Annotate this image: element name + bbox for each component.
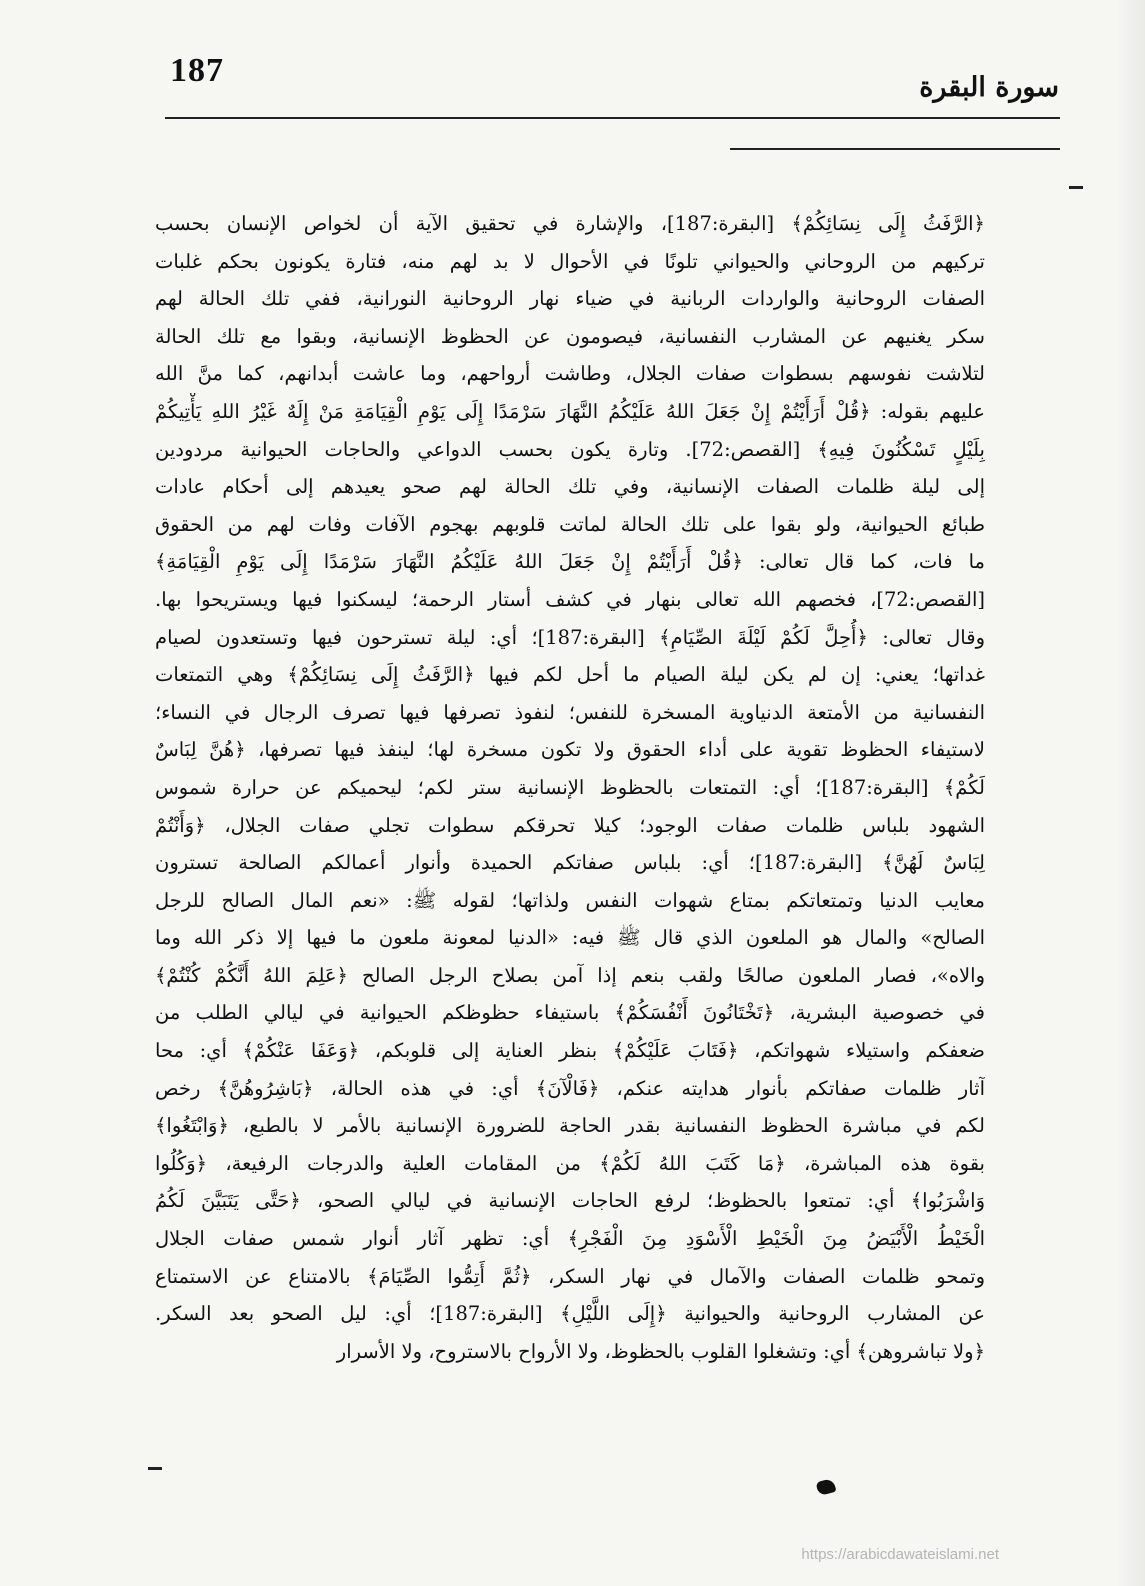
text-line: الصالح» والمال هو الملعون الذي قال ﷺ فيه: «الدنيا لمعونة ملعون ما فيها إلا ذكر الله وما: [155, 926, 985, 950]
text-line: النفسانية من الأمتعة الدنياوية المسخرة للنفس؛ لنفوذ تصرفها فيها تصرف الرجال في النساء؛: [155, 700, 985, 724]
text-line: لَكُمْ﴾ [البقرة:187]؛ أي: التمتعات بالحظوظ الإنسانية ستر لكم؛ ليحميكم عن حرارة شموس: [155, 775, 985, 799]
text-line: وَاشْرَبُوا﴾ أي: تمتعوا بالحظوظ؛ لرفع الحاجات الإنسانية في ليالي الصحو، ﴿حَتَّى يَتَبَيَّنَ لَكُمُ: [155, 1189, 985, 1213]
page-number: 187: [170, 52, 224, 89]
text-line: في خصوصية البشرية، ﴿تَخْتَانُونَ أَنْفُسَكُمْ﴾ باستيفاء حظوظكم الحيوانية في ليالي الطلب من: [155, 1001, 985, 1025]
scan-shadow: [1115, 0, 1145, 1586]
text-line: معايب الدنيا وتمتعاتكم بمتاع شهوات النفس ولذاتها؛ لقوله ﷺ: «نعم المال الصالح للرجل: [155, 888, 985, 912]
text-line: غداتها؛ يعني: إن لم يكن ليلة الصيام ما أحل لكم فيها ﴿الرَّفَثُ إِلَى نِسَائِكُمْ﴾ وهي التمتعات: [155, 663, 985, 687]
text-line: الشهود بلباس ظلمات صفات الوجود؛ كيلا تحرقكم سطوات تجلي صفات الجلال، ﴿وَأَنْتُمْ: [155, 813, 985, 837]
margin-mark: [1069, 186, 1083, 189]
text-line: عن المشارب الروحانية والحيوانية ﴿إِلَى اللَّيْلِ﴾ [البقرة:187]؛ أي: ليل الصحو بعد السكر.: [155, 1302, 985, 1326]
text-line: تركيهم من الروحاني والحيواني تلونًا في الأحوال لا بد لهم منه، فتارة يكونون بحكم غلبات: [155, 249, 985, 273]
watermark-url[interactable]: https://arabicdawateislami.net: [801, 1546, 999, 1563]
text-line: وقال تعالى: ﴿أُحِلَّ لَكُمْ لَيْلَةَ الصِّيَامِ﴾ [البقرة:187]؛ أي: ليلة تسترحون فيها وتستعدون لصيام: [155, 625, 985, 649]
header-short-rule: [730, 148, 1060, 150]
text-line: بِلَيْلٍ تَسْكُنُونَ فِيهِ﴾ [القصص:72]. وتارة يكون بحسب الدواعي والحاجات الحيوانية مردودين: [155, 437, 985, 461]
text-line: الْخَيْطُ الْأَبْيَضُ مِنَ الْخَيْطِ الْأَسْوَدِ مِنَ الْفَجْرِ﴾ أي: تظهر آثار أنوار شمس صفات الجلال: [155, 1227, 985, 1251]
text-line: طبائع الحيوانية، ولو بقوا على تلك الحالة لماتت قلوبهم بهجوم الآفات وفات لهم من الحقوق: [155, 512, 985, 536]
text-line: ﴿ولا تباشروهن﴾ أي: وتشغلوا القلوب بالحظوظ، ولا الأرواح بالاستروح، ولا الأسرار: [336, 1339, 985, 1363]
text-line: لتلاشت نفوسهم بسطوات صفات الجلال، وطاشت أرواحهم، وما عاشت أبدانهم، كما منَّ الله: [155, 362, 985, 386]
text-line: وتمحو ظلمات الصفات والآمال في نهار السكر، ﴿ثُمَّ أَتِمُّوا الصِّيَامَ﴾ بالامتناع عن الاستمتاع: [155, 1264, 985, 1288]
body-text: [155, 205, 985, 1370]
text-line: ما فات، كما قال تعالى: ﴿قُلْ أَرَأَيْتُمْ إِنْ جَعَلَ اللهُ عَلَيْكُمُ النَّهَارَ سَرْمَدًا إِلَى يَوْمِ الْقِيَامَةِ﴾: [155, 550, 985, 574]
text-line: سكر يغنيهم عن المشارب النفسانية، فيصومون عن الحظوظ الإنسانية، وبقوا مع تلك الحالة: [155, 324, 985, 348]
margin-mark: [148, 1467, 162, 1470]
text-line: الصفات الروحانية والواردات الربانية في ضياء نهار الروحانية النورانية، ففي تلك الحالة لهم: [155, 287, 985, 311]
text-line: والاه»، فصار الملعون صالحًا ولقب بنعم إذا آمن بصلاح الرجل الصالح ﴿عَلِمَ اللهُ أَنَّكُمْ كُنْتُمْ﴾: [155, 963, 985, 987]
text-line: بقوة هذه المباشرة، ﴿مَا كَتَبَ اللهُ لَكُمْ﴾ من المقامات العلية والدرجات الرفيعة، ﴿وَكُلُوا: [155, 1151, 985, 1175]
text-line: ضعفكم واستيلاء شهواتكم، ﴿فَتَابَ عَلَيْكُمْ﴾ بنظر العناية إلى قلوبكم، ﴿وَعَفَا عَنْكُمْ﴾ أي: محا: [155, 1039, 985, 1063]
header-rule: [165, 117, 1060, 119]
text-line: لكم في مباشرة الحظوظ النفسانية بقدر الحاجة للضرورة الإنسانية بالأمر لا بالطبع، ﴿وَابْتَغُوا﴾: [155, 1114, 985, 1138]
text-line: لاستيفاء الحظوظ تقوية على أداء الحقوق ولا تكون مسخرة لها؛ لينفذ فيها تصرفها، ﴿هُنَّ لِبَاسٌ: [155, 738, 985, 762]
text-line: [القصص:72]، فخصهم الله تعالى بنهار في كشف أستار الرحمة؛ ليسكنوا فيها ويستريحوا بها.: [155, 587, 985, 611]
ink-blot: [815, 1478, 836, 1496]
text-line: عليهم بقوله: ﴿قُلْ أَرَأَيْتُمْ إِنْ جَعَلَ اللهُ عَلَيْكُمُ النَّهَارَ سَرْمَدًا إِلَى يَوْمِ الْقِيَامَةِ مَنْ إِلَهٌ غَيْرُ اللهِ يَأْتِيكُمْ: [155, 399, 985, 423]
text-line: لِبَاسٌ لَهُنَّ﴾ [البقرة:187]؛ أي: بلباس صفاتكم الحميدة وأنوار أعمالكم الصالحة تسترون: [155, 851, 985, 875]
surah-title: سورة البقرة: [919, 72, 1059, 103]
text-line: إلى ليلة ظلمات الصفات الإنسانية، وفي تلك الحالة لهم صحو يعيدهم إلى أحكام عادات: [155, 475, 985, 499]
text-line: ﴿الرَّفَثُ إِلَى نِسَائِكُمْ﴾ [البقرة:187]، والإشارة في تحقيق الآية أن لخواص الإنسان بحسب: [155, 212, 985, 235]
text-line: آثار ظلمات صفاتكم بأنوار هدايته عنكم، ﴿فَالْآنَ﴾ أي: في هذه الحالة، ﴿بَاشِرُوهُنَّ﴾ رخص: [155, 1076, 985, 1100]
